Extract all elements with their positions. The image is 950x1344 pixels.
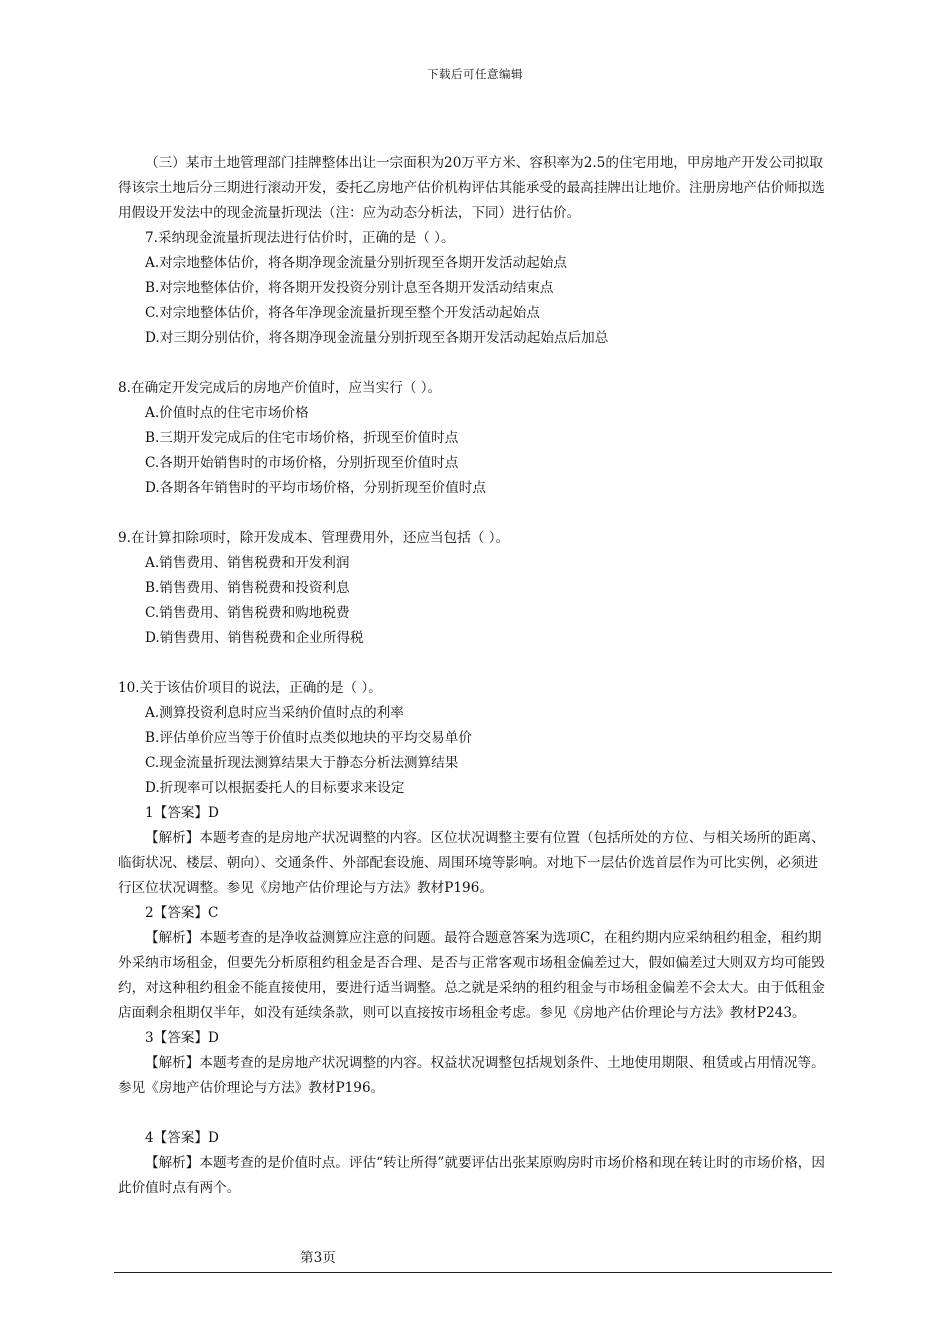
question-option: D.销售费用、销售税费和企业所得税 — [145, 630, 364, 646]
question-option: B.对宗地整体估价，将各期开发投资分别计息至各期开发活动结束点 — [145, 280, 554, 296]
question-option: A.销售费用、销售税费和开发利润 — [145, 555, 350, 571]
question-option: C.现金流量折现法测算结果大于静态分析法测算结果 — [145, 755, 459, 771]
footer-divider — [114, 1272, 832, 1273]
question-option: C.销售费用、销售税费和购地税费 — [145, 605, 350, 621]
page-header: 下载后可任意编辑 — [427, 67, 523, 81]
question-option: A.对宗地整体估价，将各期净现金流量分别折现至各期开发活动起始点 — [145, 255, 567, 271]
answer-analysis: 【解析】本题考查的是净收益测算应注意的问题。最符合题意答案为选项C，在租约期内应采纳租约租金，租约期外采纳市场租金，但要先分析原租约租金是否合理、是否与正常客观市场租金偏差过大，假如偏差过大则双方均可能毁约，对这种租约租金不能直接使用，要进行适当调整。总之就是采纳的租约租金与市场租金偏差不会太大。由于低租金店面剩余租期仅半年，如没有延续条款，则可以直接按市场租金考虑。参见《房地产估价理论与方法》教材P243。 — [118, 930, 825, 1021]
answer-analysis: 【解析】本题考查的是价值时点。评估“转让所得”就要评估出张某原购房时市场价格和现在转让时的市场价格，因此价值时点有两个。 — [118, 1155, 825, 1196]
question-option: D.折现率可以根据委托人的目标要求来设定 — [145, 780, 405, 796]
answer-line: 1【答案】D — [145, 805, 219, 821]
question-option: D.各期各年销售时的平均市场价格，分别折现至价值时点 — [145, 480, 486, 496]
question-option: D.对三期分别估价，将各期净现金流量分别折现至各期开发活动起始点后加总 — [145, 330, 609, 346]
question-option: B.三期开发完成后的住宅市场价格，折现至价值时点 — [145, 430, 459, 446]
question-option: C.各期开始销售时的市场价格，分别折现至价值时点 — [145, 455, 459, 471]
spacer — [118, 651, 830, 676]
document-body — [118, 151, 830, 1201]
page-number: 第3页 — [300, 1250, 336, 1266]
answer-line: 4【答案】D — [145, 1130, 219, 1146]
answer-analysis: 【解析】本题考查的是房地产状况调整的内容。权益状况调整包括规划条件、土地使用期限、租赁或占用情况等。参见《房地产估价理论与方法》教材P196。 — [118, 1055, 825, 1096]
question-stem: 7.采纳现金流量折现法进行估价时，正确的是（ ）。 — [145, 230, 455, 246]
spacer — [118, 1101, 830, 1126]
answer-line: 3【答案】D — [145, 1030, 219, 1046]
case-intro: （三）某市土地管理部门挂牌整体出让一宗面积为20万平方米、容积率为2.5的住宅用地，甲房地产开发公司拟取得该宗土地后分三期进行滚动开发，委托乙房地产估价机构评估其能承受的最高挂牌出让地价。注册房地产估价师拟选用假设开发法中的现金流量折现法（注：应为动态分析法，下同）进行估价。 — [118, 155, 825, 221]
question-stem: 10.关于该估价项目的说法，正确的是（ ）。 — [118, 680, 382, 696]
question-option: B.销售费用、销售税费和投资利息 — [145, 580, 350, 596]
spacer — [118, 501, 830, 526]
question-option: B.评估单价应当等于价值时点类似地块的平均交易单价 — [145, 730, 472, 746]
spacer — [118, 351, 830, 376]
answer-analysis: 【解析】本题考查的是房地产状况调整的内容。区位状况调整主要有位置（包括所处的方位、与相关场所的距离、临街状况、楼层、朝向）、交通条件、外部配套设施、周围环境等影响。对地下一层估价选首层作为可比实例，必须进行区位状况调整。参见《房地产估价理论与方法》教材P196。 — [118, 830, 825, 896]
question-stem: 9.在计算扣除项时，除开发成本、管理费用外，还应当包括（ ）。 — [118, 530, 510, 546]
question-stem: 8.在确定开发完成后的房地产价值时，应当实行（ ）。 — [118, 380, 442, 396]
answer-line: 2【答案】C — [145, 905, 219, 921]
question-option: C.对宗地整体估价，将各年净现金流量折现至整个开发活动起始点 — [145, 305, 540, 321]
question-option: A.价值时点的住宅市场价格 — [145, 405, 309, 421]
question-option: A.测算投资利息时应当采纳价值时点的利率 — [145, 705, 404, 721]
